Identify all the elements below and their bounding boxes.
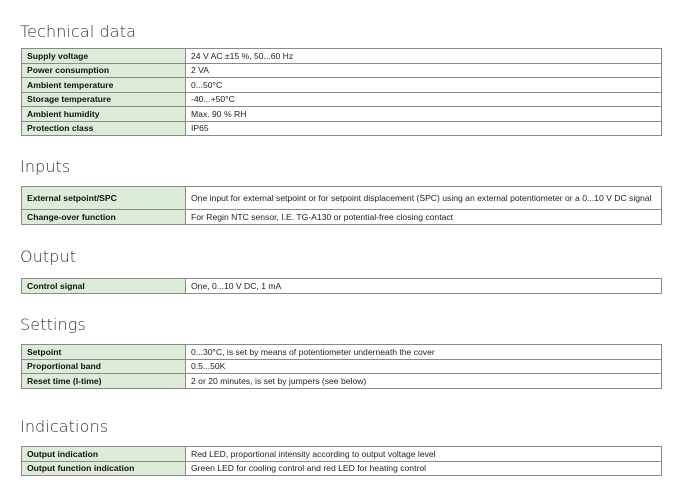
row-label: Supply voltage [22,49,186,64]
table-row [22,279,662,294]
row-value: 0.5...50K [186,359,662,374]
row-value: 2 or 20 minutes, is set by jumpers (see below) [186,374,662,389]
table-row [22,92,662,107]
row-value: 2 VA [186,63,662,78]
table-row [22,210,662,225]
table-row [22,359,662,374]
table-row [22,78,662,93]
indications-table [21,446,662,476]
row-value: One input for external setpoint or for setpoint displacement (SPC) using an external potentiometer or a 0...10 V DC signal [186,187,662,210]
row-value: Green LED for cooling control and red LED for heating control [186,461,662,476]
row-label: Reset time (I-time) [22,374,186,389]
row-value: For Regin NTC sensor, I.E. TG-A130 or potential-free closing contact [186,210,662,225]
table-row [22,107,662,122]
settings-table [21,344,662,389]
row-label: Storage temperature [22,92,186,107]
section-title-output: Output [20,247,77,266]
row-label: Proportional band [22,359,186,374]
row-label: Power consumption [22,63,186,78]
row-value: 0...50°C [186,78,662,93]
table-row [22,121,662,136]
table-row [22,345,662,360]
table-row [22,49,662,64]
technical-data-table [21,48,662,136]
row-value: Max. 90 % RH [186,107,662,122]
inputs-table [21,186,662,225]
row-label: Output indication [22,447,186,462]
row-label: Ambient temperature [22,78,186,93]
row-value: Red LED, proportional intensity according to output voltage level [186,447,662,462]
section-title-technical-data: Technical data [20,22,136,41]
table-row [22,461,662,476]
row-label: Setpoint [22,345,186,360]
row-value: 24 V AC ±15 %, 50...60 Hz [186,49,662,64]
row-label: External setpoint/SPC [22,187,186,210]
section-title-indications: Indications [20,417,109,436]
row-label: Protection class [22,121,186,136]
row-label: Ambient humidity [22,107,186,122]
row-label: Output function indication [22,461,186,476]
row-value: IP65 [186,121,662,136]
row-label: Change-over function [22,210,186,225]
row-value: One, 0...10 V DC, 1 mA [186,279,662,294]
table-row [22,63,662,78]
table-row [22,374,662,389]
section-title-inputs: Inputs [20,157,71,176]
table-row [22,447,662,462]
row-value: 0...30°C, is set by means of potentiometer underneath the cover [186,345,662,360]
table-row [22,187,662,210]
row-value: -40...+50°C [186,92,662,107]
section-title-settings: Settings [20,315,86,334]
row-label: Control signal [22,279,186,294]
output-table [21,278,662,294]
